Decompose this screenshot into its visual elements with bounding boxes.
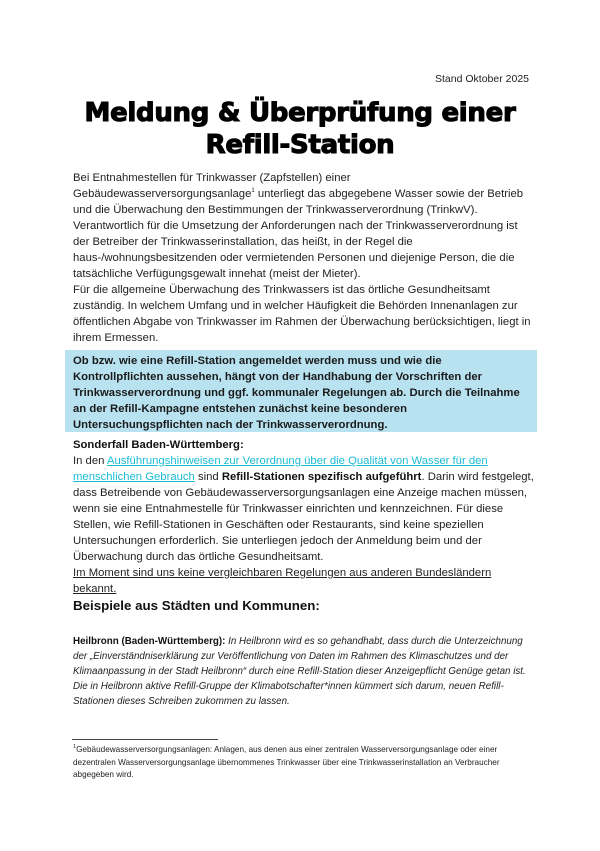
moment-note: Im Moment sind uns keine vergleichbaren Regelungen aus anderen Bundesländern bekannt. bbox=[73, 567, 492, 595]
sonderfall-bold: Refill-Stationen spezifisch aufgeführt bbox=[221, 471, 422, 483]
highlight-text: Ob bzw. wie eine Refill-Station angemeldet werden muss und wie die Kontrollpflichten aussehen, hängt von der Handhabung der Vorschriften der Trinkwasserverordnung und ggf. kommunaler Regelungen ab. Durch die Teilnahme an der Refill-Kampagne entstehen zunächst keine besonderen Untersuchungspflichten nach der Trinkwasserverordnung. bbox=[73, 355, 520, 431]
footnote-reference[interactable]: 1 bbox=[251, 188, 255, 194]
intro-text-continued: unterliegt das abgegebene Wasser sowie der Betrieb und die Überwachung den Bestimmungen der Trinkwasserverordnung (TrinkwV). Verantwortlich für die Umsetzung der Anforderungen nach der Trinkwasserverordnung ist der Betreiber der Trinkwasserinstallation, das heißt, in der Regel die haus-/wohnungsbesitzenden oder vermietenden Personen und diejenige Person, die die tatsächliche Verfügungsgewalt innehat (meist der Mieter). bbox=[73, 188, 524, 280]
footnote bbox=[73, 744, 535, 782]
sonderfall-mid: sind bbox=[194, 471, 222, 483]
sonderfall-section bbox=[73, 437, 535, 565]
example-item bbox=[73, 634, 535, 709]
example-text: In Heilbronn wird es so gehandhabt, dass durch die Unterzeichnung der „Einverständniserklärung zur Veröffentlichung von Daten im Rahmen des Klimaschutzes und der Klimaanpassung in der Stadt Heilbronn“ durch eine Refill-Station dieser Anzeigepflicht Genüge getan ist. Die in Heilbronn aktive Refill-Gruppe der Klimabotschafter*innen kümmert sich darum, neuen Refill-Stationen dieses Schreiben zukommen zu lassen. bbox=[73, 636, 526, 707]
title-line-1: Meldung & Überprüfung einer bbox=[84, 98, 516, 128]
footnote-divider bbox=[72, 739, 218, 740]
example-label: Heilbronn (Baden-Württemberg): bbox=[73, 636, 226, 647]
ausfuehrungshinweise-link[interactable]: Ausführungshinweisen zur Verordnung über die Qualität von Wasser für den menschlichen Gebrauch bbox=[73, 455, 488, 483]
footnote-number: 1 bbox=[73, 744, 77, 750]
highlight-box bbox=[65, 350, 537, 432]
sonderfall-intro: In den bbox=[73, 455, 107, 467]
intro-paragraph bbox=[73, 170, 535, 282]
intro-text: Bei Entnahmestellen für Trinkwasser (Zapfstellen) einer Gebäudewasserversorgungsanlage bbox=[73, 172, 351, 200]
sonderfall-heading: Sonderfall Baden-Württemberg: bbox=[73, 439, 244, 451]
page-title bbox=[60, 97, 540, 161]
document-date: Stand Oktober 2025 bbox=[435, 73, 529, 85]
footnote-text: Gebäudewasserversorgungsanlagen: Anlagen, aus denen aus einer zentralen Wasserversorgungsanlage oder einer dezentralen Wasserversorgungsanlage übernommenes Trinkwasser über eine Trinkwasserinstallation an Verbraucher abgegeben wird. bbox=[73, 745, 500, 779]
supervision-paragraph: Für die allgemeine Überwachung des Trinkwassers ist das örtliche Gesundheitsamt zuständig. In welchem Umfang und in welcher Häufigkeit die Behörden Innenanlagen zur öffentlichen Abgabe von Trinkwasser im Rahmen der Überwachung berücksichtigen, liegt in ihrem Ermessen. bbox=[73, 284, 531, 344]
examples-heading: Beispiele aus Städten und Kommunen: bbox=[73, 598, 320, 613]
title-line-2: Refill-Station bbox=[205, 130, 395, 160]
sonderfall-rest: . Darin wird festgelegt, dass Betreibende von Gebäudewasserversorgungsanlagen eine Anzeige machen müssen, wenn sie eine Entnahmestelle für Trinkwasser einrichten und kennzeichnen. Für diese Stellen, wie Refill-Stationen in Geschäften oder Restaurants, sind keine speziellen Untersuchungen erforderlich. Sie unterliegen jedoch der Anmeldung beim und der Überwachung durch das örtliche Gesundheitsamt. bbox=[73, 471, 534, 563]
